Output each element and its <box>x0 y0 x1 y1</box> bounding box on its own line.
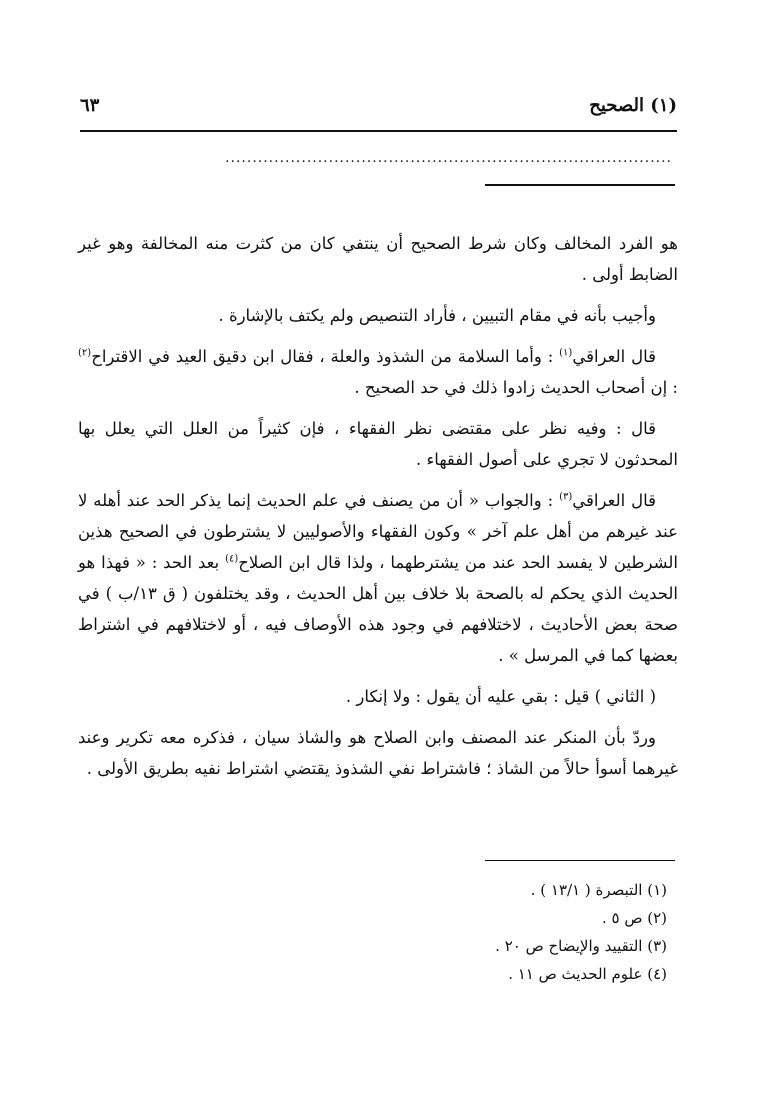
footnote-marker: (٢) <box>78 347 92 359</box>
footnote: (٤) علوم الحديث ص ١١ . <box>508 965 667 983</box>
paragraph-text: وأجيب بأنه في مقام التبيين ، فأراد التنصيص ولم يكتف بالإشارة . <box>218 306 656 325</box>
paragraph-text: قال العراقي <box>572 491 656 510</box>
paragraph-text: بعد الحد : « فهذا هو الحديث الذي يحكم له بالصحة بلا خلاف بين أهل الحديث ، وقد يختلفون ( ق ١٣/ب ) في صحة بعض الأحاديث ، لاختلافهم في وجود هذه الأوصاف فيه ، أو لاختلافهم في اشتراط بعضها كما في المرسل » . <box>78 553 678 665</box>
paragraph <box>78 228 678 290</box>
paragraph-text: ( الثاني ) قيل : بقي عليه أن يقول : ولا إنكار . <box>345 687 656 706</box>
paragraph-text: قال : وفيه نظر على مقتضى نظر الفقهاء ، فإن كثيراً من العلل التي يعلل بها المحدثون لا تجري على أصول الفقهاء . <box>78 419 678 469</box>
page-number: ٦٣ <box>80 95 100 116</box>
dotted-separator: .................................................................................. <box>225 150 672 166</box>
footnote: (٢) ص ٥ . <box>601 909 667 927</box>
paragraph-text: قال العراقي <box>572 347 656 366</box>
paragraph-text: : والجواب « أن من يصنف في علم الحديث إنما يذكر الحد عند أهله لا عند غيرهم من أهل علم آخر » وكون الفقهاء والأصوليين لا يشترطون في الصحيح هذين الشرطين لا يفسد الحد عند من يشترطهما ، ولذا قال ابن الصلاح <box>78 491 678 572</box>
footnote-marker: (٣) <box>559 491 573 503</box>
body-text <box>78 228 678 794</box>
header-rule <box>80 130 677 132</box>
paragraph-text: هو الفرد المخالف وكان شرط الصحيح أن ينتفي كان من كثرت منه المخالفة وهو غير الضابط أولى . <box>78 234 678 284</box>
paragraph <box>78 341 678 403</box>
footnotes <box>267 876 667 988</box>
footnote-rule <box>485 860 675 861</box>
paragraph <box>78 413 678 475</box>
paragraph <box>78 681 678 712</box>
footnote: (٣) التقييد والإيضاح ص ٢٠ . <box>495 937 667 955</box>
paragraph <box>78 300 678 331</box>
running-header <box>80 95 677 129</box>
footnote: (١) التبصرة ( ١٣/١ ) . <box>530 881 667 899</box>
top-short-rule <box>485 184 675 186</box>
footnote-marker: (١) <box>559 347 573 359</box>
footnote-marker: (٤) <box>225 553 239 565</box>
paragraph <box>78 722 678 784</box>
paragraph <box>78 485 678 671</box>
paragraph-text: وردّ بأن المنكر عند المصنف وابن الصلاح هو والشاذ سيان ، فذكره معه تكرير وعند غيرهما أسوأ حالاً من الشاذ ؛ فاشتراط نفي الشذوذ يقتضي اشتراط نفيه بطريق الأولى . <box>78 728 678 778</box>
paragraph-text: : إن أصحاب الحديث زادوا ذلك في حد الصحيح . <box>354 378 678 397</box>
paragraph-text: : وأما السلامة من الشذوذ والعلة ، فقال ابن دقيق العيد في الاقتراح <box>91 347 560 366</box>
chapter-title: (١) الصحيح <box>589 95 677 116</box>
